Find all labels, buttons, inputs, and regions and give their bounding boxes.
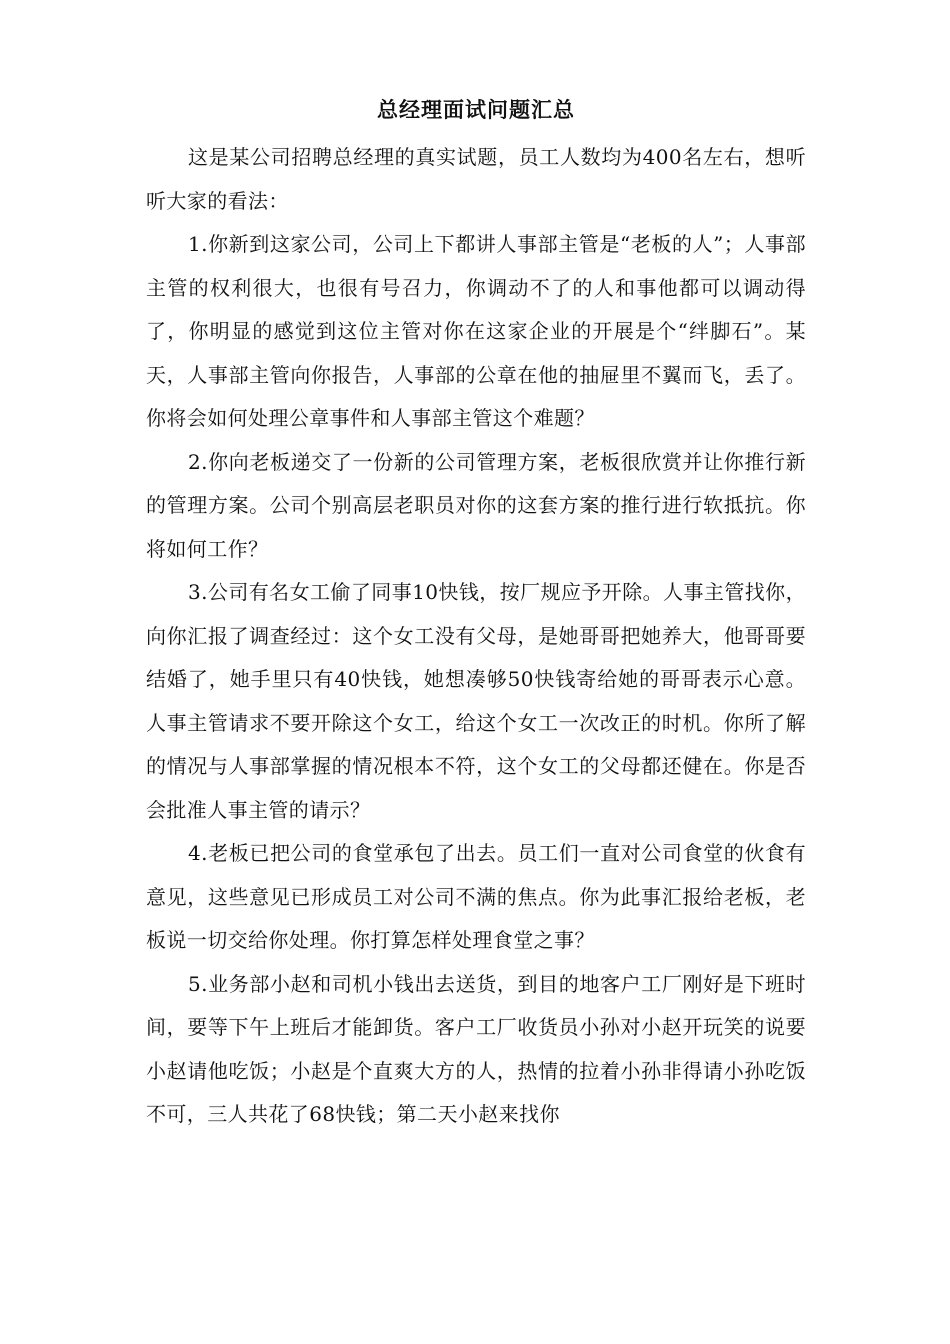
intro-paragraph: 这是某公司招聘总经理的真实试题，员工人数均为400名左右，想听听大家的看法： [146, 145, 806, 213]
question-2-paragraph: 2.你向老板递交了一份新的公司管理方案，老板很欣赏并让你推行新的管理方案。公司个别高层老职员对你的这套方案的推行进行软抵抗。你将如何工作？ [146, 449, 806, 561]
document-page [146, 88, 806, 1137]
question-1-paragraph: 1.你新到这家公司，公司上下都讲人事部主管是“老板的人”；人事部主管的权利很大，也很有号召力，你调动不了的人和事他都可以调动得了，你明显的感觉到这位主管对你在这家企业的开展是个“绊脚石”。某天，人事部主管向你报告，人事部的公章在他的抽屉里不翼而飞，丢了。你将会如何处理公章事件和人事部主管这个难题？ [146, 232, 806, 430]
question-3-paragraph: 3.公司有名女工偷了同事10快钱，按厂规应予开除。人事主管找你，向你汇报了调查经过：这个女工没有父母，是她哥哥把她养大，他哥哥要结婚了，她手里只有40快钱，她想凑够50快钱寄给她的哥哥表示心意。人事主管请求不要开除这个女工，给这个女工一次改正的时机。你所了解的情况与人事部掌握的情况根本不符，这个女工的父母都还健在。你是否会批准人事主管的请示？ [146, 580, 806, 822]
question-5-paragraph: 5.业务部小赵和司机小钱出去送货，到目的地客户工厂刚好是下班时间，要等下午上班后才能卸货。客户工厂收货员小孙对小赵开玩笑的说要小赵请他吃饭；小赵是个直爽大方的人，热情的拉着小孙非得请小孙吃饭不可，三人共花了68快钱；第二天小赵来找你 [146, 971, 806, 1126]
document-title: 总经理面试问题汇总 [377, 97, 575, 122]
question-4-paragraph: 4.老板已把公司的食堂承包了出去。员工们一直对公司食堂的伙食有意见，这些意见已形成员工对公司不满的焦点。你为此事汇报给老板，老板说一切交给你处理。你打算怎样处理食堂之事？ [146, 841, 806, 952]
